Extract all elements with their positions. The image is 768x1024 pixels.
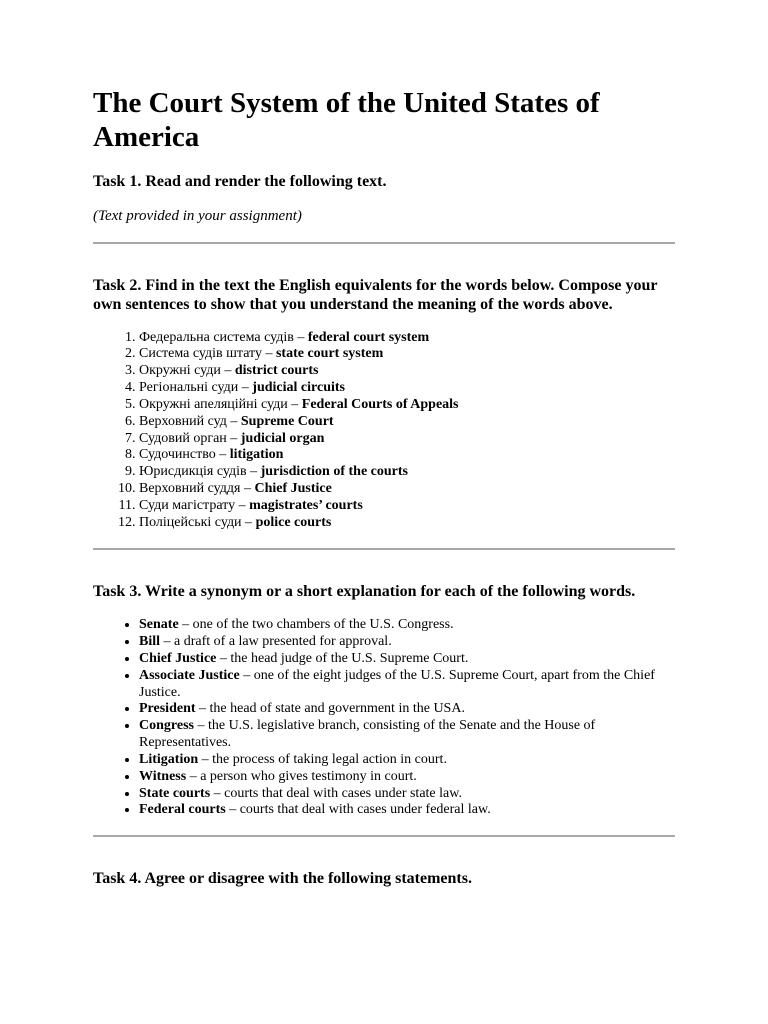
list-item xyxy=(139,330,675,347)
task3-heading: Task 3. Write a synonym or a short explanation for each of the following words. xyxy=(93,582,636,600)
term-ukrainian: Поліцейські суди – xyxy=(139,514,256,530)
document-page xyxy=(93,86,675,889)
definition-term: Federal courts xyxy=(139,802,226,818)
definition-term: President xyxy=(139,701,196,717)
term-ukrainian: Юрисдикція судів – xyxy=(139,464,261,480)
list-item xyxy=(139,617,675,634)
section-divider xyxy=(93,548,675,550)
definition-term: Senate xyxy=(139,617,179,633)
term-english: Federal Courts of Appeals xyxy=(301,396,459,412)
section-divider xyxy=(93,835,675,837)
list-item xyxy=(139,363,675,380)
list-item xyxy=(139,634,675,651)
task1-heading: Task 1. Read and render the following text. xyxy=(93,173,387,190)
term-ukrainian: Суди магістрату – xyxy=(139,497,250,513)
page-title: The Court System of the United States of America xyxy=(93,87,600,153)
list-item xyxy=(139,668,675,702)
term-ukrainian: Судочинство – xyxy=(139,447,230,463)
definition-text: – the process of taking legal action in court. xyxy=(198,751,447,767)
term-english: district courts xyxy=(234,363,319,379)
term-ukrainian: Окружні суди – xyxy=(139,363,235,379)
term-english: jurisdiction of the courts xyxy=(260,464,408,480)
definition-term: Bill xyxy=(139,633,161,649)
list-item xyxy=(139,447,675,464)
term-ukrainian: Система судів штату – xyxy=(139,346,276,362)
list-item xyxy=(139,397,675,414)
term-english: police courts xyxy=(255,514,332,530)
term-ukrainian: Регіональні суди – xyxy=(139,380,253,396)
definition-text: – the U.S. legislative branch, consisting of the Senate and the House of Representatives. xyxy=(139,718,596,751)
term-english: state court system xyxy=(275,346,384,362)
definition-text: – courts that deal with cases under federal law. xyxy=(225,802,491,818)
list-item xyxy=(139,481,675,498)
list-item xyxy=(139,786,675,803)
term-english: judicial circuits xyxy=(252,380,345,396)
term-english: Supreme Court xyxy=(240,413,334,429)
task4-heading: Task 4. Agree or disagree with the following statements. xyxy=(93,870,472,888)
task1-note: (Text provided in your assignment) xyxy=(93,207,302,224)
task2-heading: Task 2. Find in the text the English equivalents for the words below. Compose your own sentences to show that you understand the meaning of the words above. xyxy=(93,276,658,313)
list-item xyxy=(139,414,675,431)
definition-term: Associate Justice xyxy=(139,667,240,683)
definition-term: Congress xyxy=(139,718,194,734)
term-ukrainian: Федеральна система судів – xyxy=(139,329,308,345)
list-item xyxy=(139,498,675,515)
list-item xyxy=(139,346,675,363)
definition-term: Chief Justice xyxy=(139,650,217,666)
list-item xyxy=(139,515,675,532)
term-ukrainian: Верховний суд – xyxy=(139,413,241,429)
task2-term-list xyxy=(93,330,675,532)
term-ukrainian: Верховний суддя – xyxy=(139,481,255,497)
term-english: litigation xyxy=(229,447,284,463)
task3-definition-list xyxy=(93,617,675,819)
list-item xyxy=(139,701,675,718)
definition-text: – one of the two chambers of the U.S. Congress. xyxy=(178,617,454,633)
list-item xyxy=(139,769,675,786)
list-item xyxy=(139,431,675,448)
definition-term: State courts xyxy=(139,785,211,801)
definition-text: – the head of state and government in the USA. xyxy=(195,701,465,717)
definition-term: Litigation xyxy=(139,751,199,767)
definition-text: – a person who gives testimony in court. xyxy=(186,768,417,784)
term-english: magistrates’ courts xyxy=(249,497,363,513)
term-ukrainian: Судовий орган – xyxy=(139,430,241,446)
definition-term: Witness xyxy=(139,768,187,784)
list-item xyxy=(139,718,675,752)
definition-text: – the head judge of the U.S. Supreme Court. xyxy=(216,650,469,666)
list-item xyxy=(139,464,675,481)
section-divider xyxy=(93,242,675,244)
term-ukrainian: Окружні апеляційні суди – xyxy=(139,396,302,412)
definition-text: – one of the eight judges of the U.S. Supreme Court, apart from the Chief Justice. xyxy=(139,667,655,700)
list-item xyxy=(139,752,675,769)
term-english: federal court system xyxy=(307,329,430,345)
definition-text: – a draft of a law presented for approval. xyxy=(160,633,392,649)
list-item xyxy=(139,651,675,668)
term-english: Chief Justice xyxy=(254,481,332,497)
list-item xyxy=(139,380,675,397)
definition-text: – courts that deal with cases under state law. xyxy=(210,785,462,801)
term-english: judicial organ xyxy=(240,430,325,446)
list-item xyxy=(139,802,675,819)
